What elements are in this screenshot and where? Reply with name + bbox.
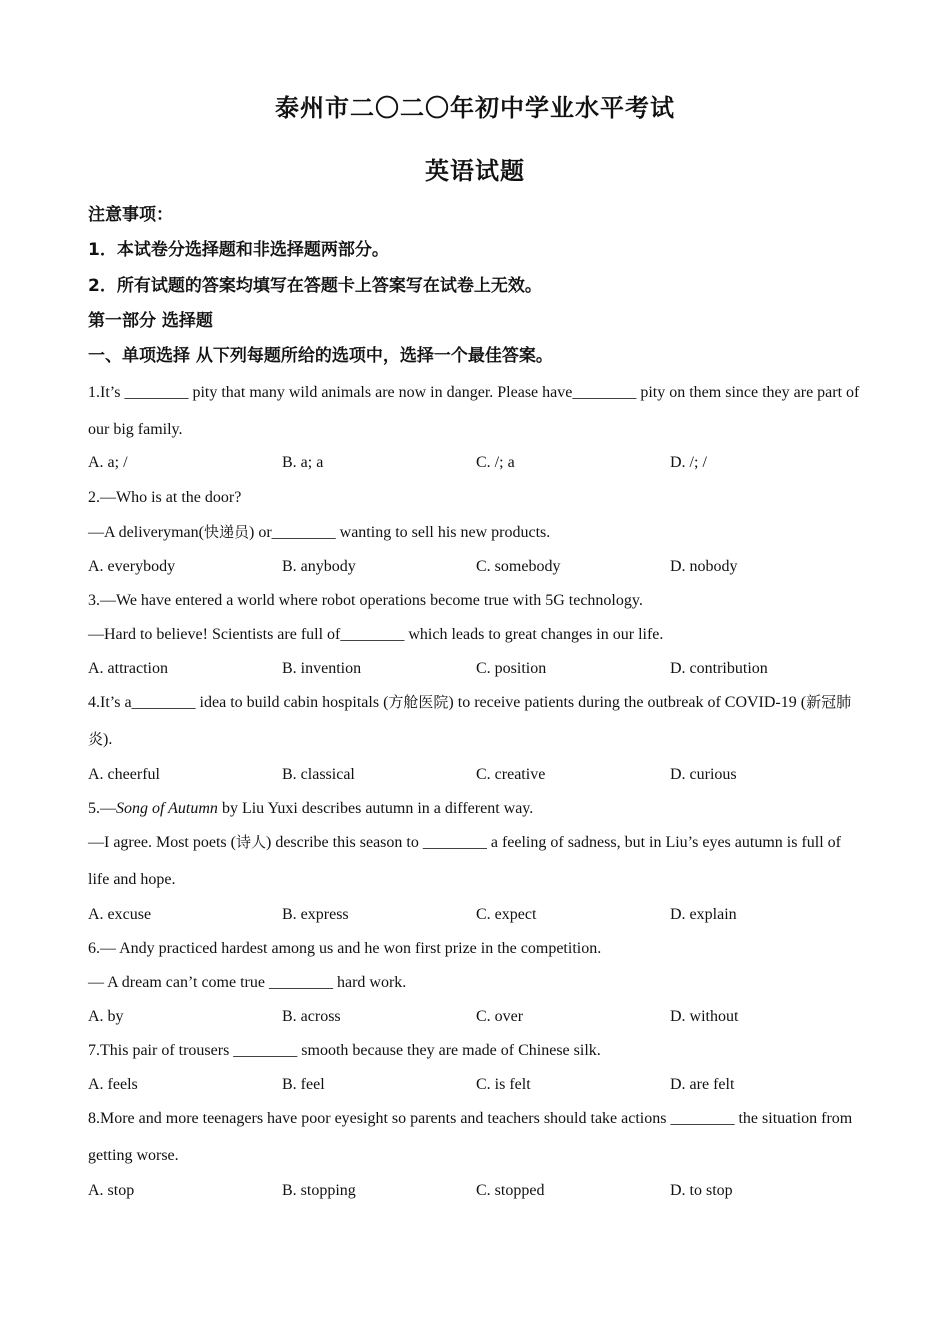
option-a: A. everybody bbox=[88, 558, 176, 575]
exam-title: 泰州市二〇二〇年初中学业水平考试 bbox=[275, 93, 675, 122]
option-d: D. explain bbox=[670, 906, 737, 923]
q5-text-d: ) describe this season to ________ a feeling of sadness, but in Liu’s eyes autumn is full of life and hope. bbox=[88, 834, 841, 888]
option-c: C. stopped bbox=[476, 1182, 545, 1199]
notes-item-1: 1．本试卷分选择题和非选择题两部分。 bbox=[88, 240, 389, 260]
q4-text-b: ) to receive patients during the outbreak of COVID-19 ( bbox=[448, 694, 807, 711]
option-b: B. express bbox=[282, 906, 349, 923]
option-d: D. curious bbox=[670, 766, 737, 783]
option-c: C. expect bbox=[476, 906, 537, 923]
question-3-line-1: 3.—We have entered a world where robot operations become true with 5G technology. bbox=[88, 592, 643, 609]
question-2-line-2 bbox=[88, 521, 863, 544]
option-a: A. attraction bbox=[88, 660, 168, 677]
option-d: D. contribution bbox=[670, 660, 768, 677]
notes-item-2: 2．所有试题的答案均填写在答题卡上答案写在试卷上无效。 bbox=[88, 276, 542, 296]
option-d: D. without bbox=[670, 1008, 739, 1025]
option-b: B. feel bbox=[282, 1076, 325, 1093]
q5-text-a: 5.— bbox=[88, 800, 116, 817]
option-b: B. stopping bbox=[282, 1182, 356, 1199]
question-5-options bbox=[88, 904, 868, 926]
question-3-line-2: —Hard to believe! Scientists are full of________ which leads to great changes in our life. bbox=[88, 626, 664, 643]
option-c: C. /; a bbox=[476, 454, 515, 471]
question-2-line-1: 2.—Who is at the door? bbox=[88, 489, 242, 506]
question-5-line-1 bbox=[88, 798, 863, 820]
option-c: C. position bbox=[476, 660, 547, 677]
q4-chinese-2: 新冠肺炎 bbox=[88, 693, 852, 748]
question-3-options bbox=[88, 658, 868, 680]
q2-text-b: ) or________ wanting to sell his new products. bbox=[248, 524, 551, 541]
option-c: C. somebody bbox=[476, 558, 561, 575]
option-a: A. by bbox=[88, 1008, 124, 1025]
question-1: 1.It’s ________ pity that many wild animals are now in danger. Please have________ pity on them since they are part of our big family. bbox=[88, 384, 860, 438]
question-4-options bbox=[88, 764, 868, 786]
option-d: D. to stop bbox=[670, 1182, 733, 1199]
option-c: C. is felt bbox=[476, 1076, 531, 1093]
option-d: D. are felt bbox=[670, 1076, 735, 1093]
q5-text-b: by Liu Yuxi describes autumn in a different way. bbox=[217, 800, 534, 817]
option-a: A. a; / bbox=[88, 454, 128, 471]
section-heading: 一、单项选择 从下列每题所给的选项中，选择一个最佳答案。 bbox=[88, 346, 553, 366]
q2-chinese: 快递员 bbox=[203, 523, 249, 541]
q4-chinese-1: 方舱医院 bbox=[388, 693, 449, 711]
question-6-line-1: 6.— Andy practiced hardest among us and he won first prize in the competition. bbox=[88, 940, 602, 957]
exam-subtitle: 英语试题 bbox=[425, 156, 525, 185]
option-c: C. creative bbox=[476, 766, 546, 783]
option-a: A. cheerful bbox=[88, 766, 160, 783]
question-5-line-2 bbox=[88, 824, 863, 898]
q4-text-c: ). bbox=[103, 731, 113, 748]
question-6-options bbox=[88, 1006, 868, 1028]
question-7-options bbox=[88, 1074, 868, 1096]
question-2-options bbox=[88, 556, 868, 578]
q5-text-c: —I agree. Most poets ( bbox=[88, 834, 236, 851]
q5-poem-title: Song of Autumn bbox=[116, 800, 218, 817]
option-d: D. nobody bbox=[670, 558, 738, 575]
option-c: C. over bbox=[476, 1008, 524, 1025]
option-b: B. invention bbox=[282, 660, 362, 677]
option-a: A. feels bbox=[88, 1076, 138, 1093]
option-d: D. /; / bbox=[670, 454, 707, 471]
question-4 bbox=[88, 684, 863, 758]
option-b: B. anybody bbox=[282, 558, 356, 575]
option-b: B. classical bbox=[282, 766, 355, 783]
question-6-line-2: — A dream can’t come true ________ hard work. bbox=[88, 974, 407, 991]
question-7: 7.This pair of trousers ________ smooth because they are made of Chinese silk. bbox=[88, 1042, 601, 1059]
option-b: B. across bbox=[282, 1008, 341, 1025]
part-heading: 第一部分 选择题 bbox=[88, 311, 213, 331]
question-8-options bbox=[88, 1180, 868, 1202]
notes-heading: 注意事项： bbox=[88, 205, 173, 225]
question-8: 8.More and more teenagers have poor eyesight so parents and teachers should take actions ________ the situation from getting worse. bbox=[88, 1110, 853, 1164]
q2-text-a: —A deliveryman( bbox=[88, 524, 204, 541]
q5-chinese: 诗人 bbox=[235, 833, 266, 851]
option-b: B. a; a bbox=[282, 454, 324, 471]
question-1-options bbox=[88, 452, 868, 474]
option-a: A. excuse bbox=[88, 906, 152, 923]
option-a: A. stop bbox=[88, 1182, 135, 1199]
q4-text-a: 4.It’s a________ idea to build cabin hospitals ( bbox=[88, 694, 389, 711]
